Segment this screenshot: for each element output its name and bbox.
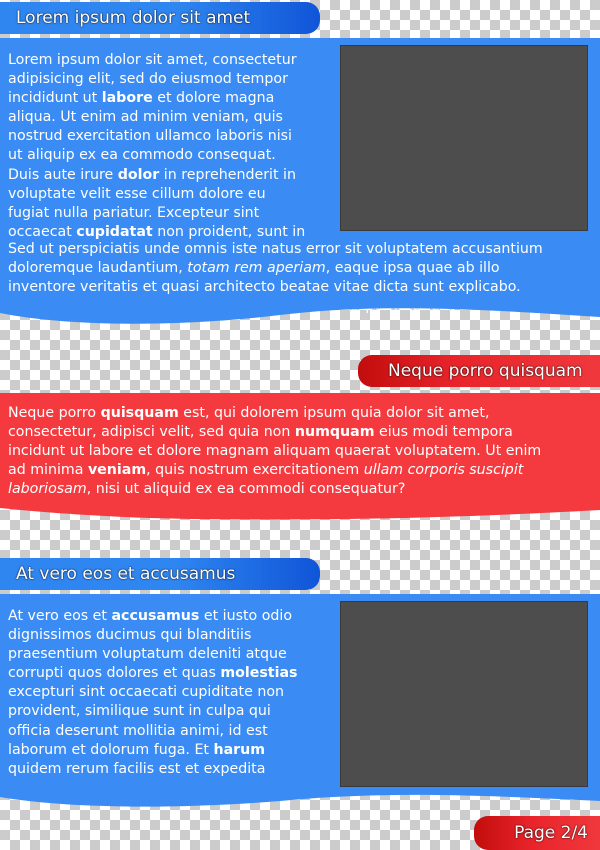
text-run: laborum et dolorum fuga. Et [8, 741, 214, 758]
text-line [8, 204, 338, 223]
section-3-image-placeholder [340, 601, 588, 787]
bold-text: harum [213, 741, 266, 758]
text-line [8, 683, 338, 702]
text-run: fugiat nulla pariatur. Excepteur sint [8, 204, 260, 221]
bold-text: quisquam [100, 405, 179, 421]
text-run: excepturi sint occaecati cupiditate non [8, 684, 285, 701]
text-run: inventore veritatis et quasi architecto beatae vitae dicta sunt explicabo. [8, 279, 521, 296]
section-3-panel [0, 594, 600, 788]
text-run: et dolore magna [152, 90, 275, 107]
section-2-panel [0, 393, 600, 503]
section-3-title: At vero eos et accusamus [0, 558, 320, 590]
text-run: aliqua. Ut enim ad minim veniam, quis [8, 109, 283, 126]
text-line [8, 240, 596, 259]
text-run: Sed ut perspiciatis unde omnis iste natus error sit voluptatem accusantium [8, 241, 543, 257]
section-1-image-placeholder [340, 45, 588, 231]
section-2-title: Neque porro quisquam [358, 355, 600, 387]
text-run: provident, similique sunt in culpa qui [8, 703, 271, 720]
bold-text: labore [101, 90, 153, 107]
italic-text: ullam corporis suscipit [363, 462, 524, 479]
text-run: officia deserunt mollitia animi, id est [8, 722, 268, 739]
text-line [8, 404, 596, 423]
text-line [8, 702, 338, 721]
section-3-wave [0, 787, 600, 813]
text-run: praesentium voluptatum deleniti atque [8, 646, 287, 663]
text-run: Neque porro [8, 405, 101, 421]
text-line [8, 423, 596, 442]
text-line [8, 108, 338, 127]
text-run: Duis aute irure [8, 166, 118, 183]
page-number-badge: Page 2/4 [474, 816, 600, 850]
bold-text: veniam [87, 462, 147, 479]
text-run: Lorem ipsum dolor sit amet, consectetur [8, 52, 297, 68]
text-line [8, 89, 338, 108]
text-line [8, 259, 596, 278]
text-run: occaecat [8, 223, 77, 240]
text-run: At vero eos et [8, 608, 112, 624]
text-line [8, 722, 338, 741]
text-run: dignissimos ducimus qui blanditiis [8, 627, 252, 644]
text-line [8, 278, 596, 297]
text-line [8, 626, 338, 645]
text-line [8, 442, 596, 461]
text-run: , quis nostrum exercitationem [146, 462, 364, 479]
text-run: consectetur, adipisci velit, sed quia non [8, 424, 295, 441]
text-line [8, 185, 338, 204]
text-run: et iusto odio [199, 608, 293, 624]
text-run: ad minima [8, 462, 88, 479]
text-line [8, 70, 338, 89]
text-line [8, 146, 338, 165]
text-line [8, 664, 338, 683]
section-1-panel [0, 38, 600, 298]
section-1-wave [0, 297, 600, 331]
text-run: quidem rerum facilis est et expedita [8, 760, 266, 777]
text-run: est, qui dolorem ipsum quia dolor sit amet, [178, 405, 490, 421]
text-run: incidunt ut labore et dolore magnam aliquam quaerat voluptatem. Ut enim [8, 443, 542, 460]
text-run: , nisi ut aliquid ex ea commodi consequatur? [86, 481, 406, 498]
text-run: non proident, sunt in [152, 223, 306, 240]
italic-text: totam rem aperiam [187, 260, 326, 277]
text-line [8, 51, 338, 70]
section-2-text [8, 404, 596, 499]
text-run: eius modi tempora [374, 424, 513, 441]
text-run: , eaque ipsa quae ab illo [325, 260, 500, 277]
section-2-wave [0, 502, 600, 522]
text-line [8, 166, 338, 185]
text-line [8, 741, 338, 760]
section-3-text [8, 607, 338, 779]
text-line [8, 645, 338, 664]
text-line [8, 607, 338, 626]
text-run: doloremque laudantium, [8, 260, 188, 277]
text-run: incididunt ut [8, 90, 102, 107]
text-run: voluptate velit esse cillum dolore eu [8, 185, 266, 202]
text-run: corrupti quos dolores et quas [8, 665, 221, 682]
text-line [8, 127, 338, 146]
text-run: ut aliquip ex ea commodo consequat. [8, 147, 276, 164]
bold-text: dolor [117, 166, 160, 183]
section-1-title: Lorem ipsum dolor sit amet [0, 2, 320, 34]
section-1-wrap-text [8, 51, 338, 242]
text-line [8, 480, 596, 499]
bold-text: accusamus [111, 608, 200, 624]
bold-text: numquam [294, 424, 375, 441]
italic-text: laboriosam [8, 481, 87, 498]
text-run: adipisicing elit, sed do eiusmod tempor [8, 71, 288, 88]
bold-text: molestias [220, 665, 298, 682]
text-line [8, 760, 338, 779]
text-run: nostrud exercitation ullamco laboris nisi [8, 128, 292, 145]
text-run: in reprehenderit in [159, 166, 296, 183]
text-line [8, 461, 596, 480]
bold-text: cupidatat [76, 223, 153, 240]
